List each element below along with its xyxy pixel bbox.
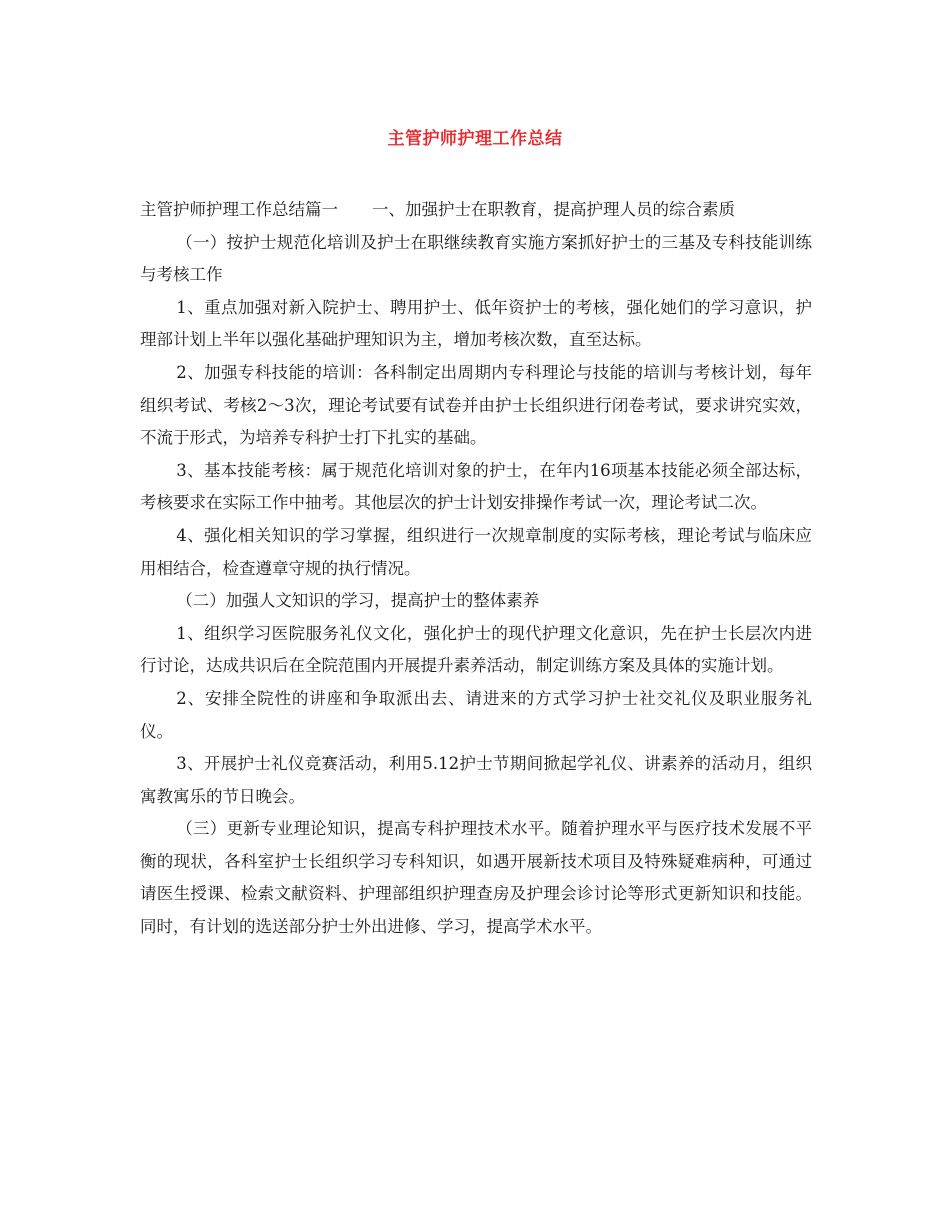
lead-line bbox=[140, 194, 812, 227]
paragraph: 2、加强专科技能的培训：各科制定出周期内专科理论与技能的培训与考核计划，每年组织考试、考核2～3次，理论考试要有试卷并由护士长组织进行闭卷考试，要求讲究实效，不流于形式，为培养专科护士打下扎实的基础。 bbox=[140, 362, 812, 448]
paragraph: 1、组织学习医院服务礼仪文化，强化护士的现代护理文化意识，先在护士长层次内进行讨论，达成共识后在全院范围内开展提升素养活动，制定训练方案及具体的实施计划。 bbox=[140, 623, 812, 676]
section-heading-2: （二）加强人文知识的学习，提高护士的整体素养 bbox=[176, 591, 540, 611]
document-title: 主管护师护理工作总结 bbox=[387, 129, 563, 149]
paragraph: 4、强化相关知识的学习掌握，组织进行一次规章制度的实际考核，理论考试与临床应用相结合，检查遵章守规的执行情况。 bbox=[140, 525, 812, 578]
lead-prefix: 主管护师护理工作总结篇一 bbox=[140, 200, 338, 219]
lead-heading: 一、加强护士在职教育，提高护理人员的综合素质 bbox=[372, 200, 735, 219]
section-heading-1: （一）按护士规范化培训及护士在职继续教育实施方案抓好护士的三基及专科技能训练与考核工作 bbox=[140, 232, 812, 285]
section-heading-3: （三）更新专业理论知识，提高专科护理技术水平。随着护理水平与医疗技术发展不平衡的现状，各科室护士长组织学习专科知识，如遇开展新技术项目及特殊疑难病种，可通过请医生授课、检索文献资料、护理部组织护理查房及护理会诊讨论等形式更新知识和技能。同时，有计划的选送部分护士外出进修、学习，提高学术水平。 bbox=[140, 819, 812, 937]
paragraph: 3、开展护士礼仪竞赛活动，利用5.12护士节期间掀起学礼仪、讲素养的活动月，组织寓教寓乐的节日晚会。 bbox=[140, 754, 812, 806]
paragraph: 2、安排全院性的讲座和争取派出去、请进来的方式学习护士社交礼仪及职业服务礼仪。 bbox=[140, 688, 812, 741]
paragraph: 3、基本技能考核：属于规范化培训对象的护士，在年内16项基本技能必须全部达标，考核要求在实际工作中抽考。其他层次的护士计划安排操作考试一次，理论考试二次。 bbox=[140, 460, 812, 513]
paragraph: 1、重点加强对新入院护士、聘用护士、低年资护士的考核，强化她们的学习意识，护理部计划上半年以强化基础护理知识为主，增加考核次数，直至达标。 bbox=[140, 297, 812, 350]
document-body bbox=[140, 194, 812, 944]
